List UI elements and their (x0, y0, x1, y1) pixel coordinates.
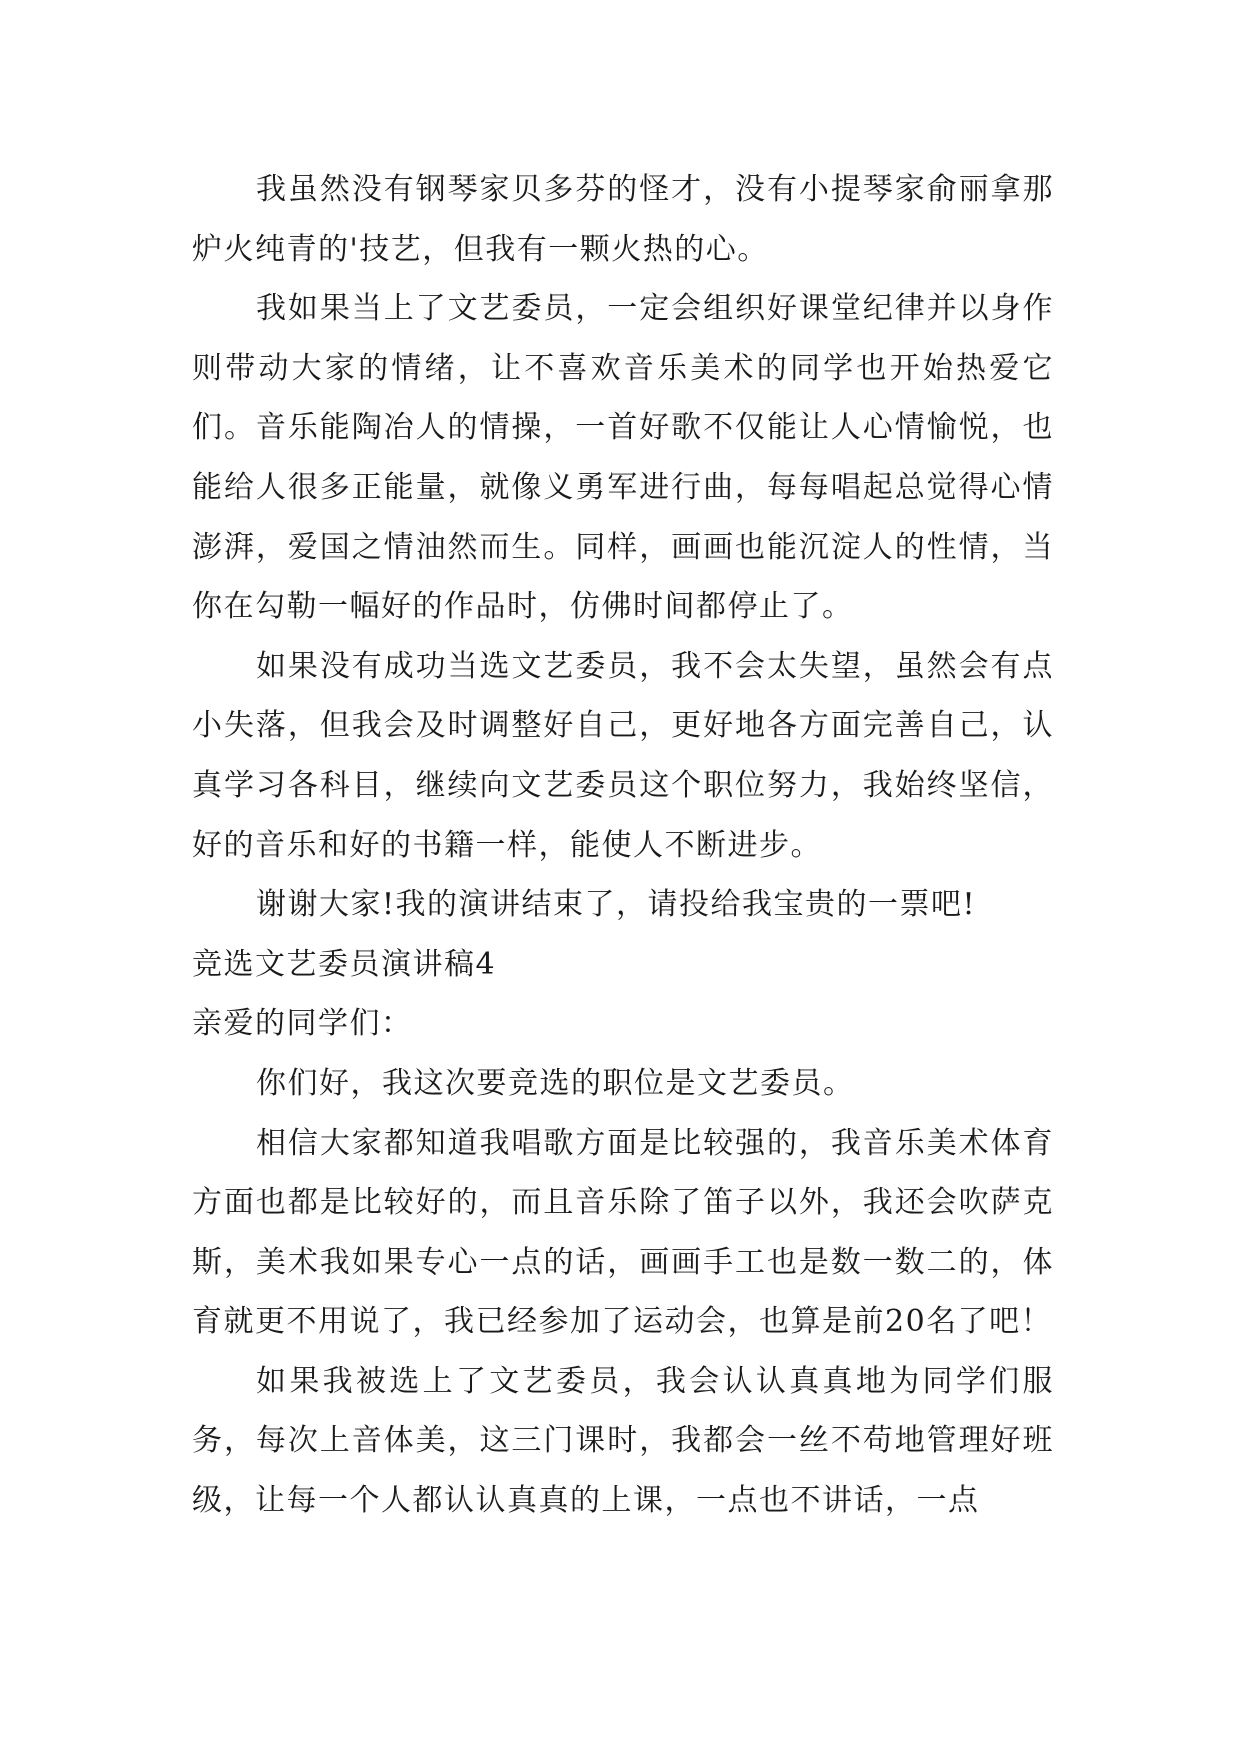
paragraph-abilities: 相信大家都知道我唱歌方面是比较强的，我音乐美术体育方面也都是比较好的，而且音乐除了笛子以外，我还会吹萨克斯，美术我如果专心一点的话，画画手工也是数一数二的，体育就更不用说了，我已经参加了运动会，也算是前20名了吧！ (192, 1125, 1054, 1340)
paragraph-plan: 我如果当上了文艺委员，一定会组织好课堂纪律并以身作则带动大家的情绪，让不喜欢音乐美术的同学也开始热爱它们。音乐能陶冶人的情操，一首好歌不仅能让人心情愉悦，也能给人很多正能量，就像义勇军进行曲，每每唱起总觉得心情澎湃，爱国之情油然而生。同样，画画也能沉淀人的性情，当你在勾勒一幅好的作品时，仿佛时间都停止了。 (192, 291, 1054, 625)
paragraph-if-not-elected: 如果没有成功当选文艺委员，我不会太失望，虽然会有点小失落，但我会及时调整好自己，更好地各方面完善自己，认真学习各科目，继续向文艺委员这个职位努力，我始终坚信，好的音乐和好的书籍一样，能使人不断进步。 (192, 648, 1054, 863)
paragraph-commitment: 如果我被选上了文艺委员，我会认认真真地为同学们服务，每次上音体美，这三门课时，我都会一丝不苟地管理好班级，让每一个人都认认真真的上课，一点也不讲话，一点 (192, 1363, 1054, 1519)
section-title: 竞选文艺委员演讲稿4 (192, 946, 497, 982)
paragraph-intro: 你们好，我这次要竞选的职位是文艺委员。 (256, 1065, 855, 1101)
paragraph-thanks: 谢谢大家!我的演讲结束了，请投给我宝贵的一票吧! (256, 887, 977, 923)
paragraph-talent: 我虽然没有钢琴家贝多芬的怪才，没有小提琴家俞丽拿那炉火纯青的'技艺，但我有一颗火热的心。 (192, 172, 1054, 267)
document-body (192, 160, 1054, 1531)
greeting: 亲爱的同学们： (192, 1006, 413, 1042)
